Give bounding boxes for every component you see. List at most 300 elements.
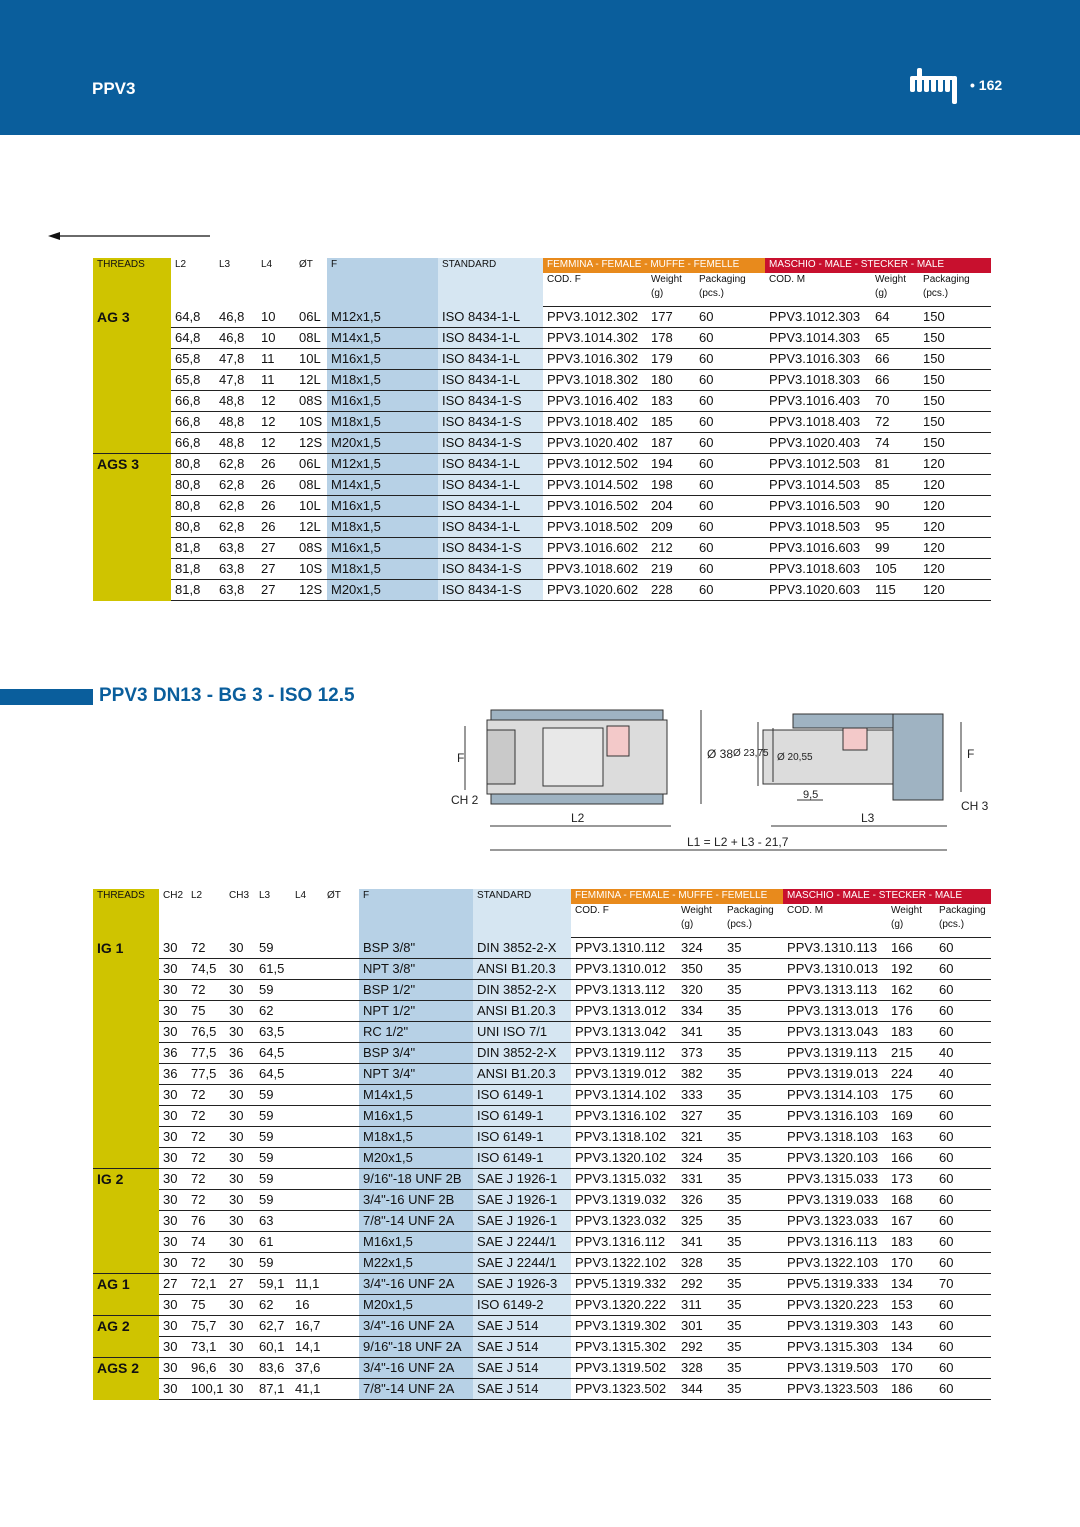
table-cell: 12L xyxy=(295,370,327,391)
standard-cell: SAE J 514 xyxy=(473,1379,571,1400)
table-cell: 35 xyxy=(723,938,783,959)
table-row xyxy=(93,1022,991,1043)
drawing-label-d2375: Ø 23,75 xyxy=(733,748,769,759)
table-cell: 76,5 xyxy=(187,1022,225,1043)
threads-cell: AGS 2 xyxy=(93,1358,159,1379)
standard-cell: ISO 8434-1-S xyxy=(438,538,543,559)
table-cell: 72,1 xyxy=(187,1274,225,1295)
table-cell: 59 xyxy=(255,980,291,1001)
table-cell xyxy=(291,1085,323,1106)
table-cell: PPV3.1313.013 xyxy=(783,1001,887,1022)
table-cell xyxy=(291,1190,323,1211)
table-cell: PPV3.1016.502 xyxy=(543,496,647,517)
table-cell: 177 xyxy=(647,307,695,328)
table-cell: 35 xyxy=(723,1043,783,1064)
table-cell: 62,8 xyxy=(215,454,257,475)
table-cell: PPV3.1020.402 xyxy=(543,433,647,454)
table-cell: 72 xyxy=(187,1085,225,1106)
table-cell: 30 xyxy=(225,1358,255,1379)
table-cell: 150 xyxy=(919,307,991,328)
table-cell: PPV3.1319.303 xyxy=(783,1316,887,1337)
header-l3: L3 xyxy=(219,259,231,270)
table-cell: 72 xyxy=(187,1127,225,1148)
drawing-formula: L1 = L2 + L3 - 21,7 xyxy=(687,835,789,849)
header-packaging-f: Packaging (pcs.) xyxy=(695,273,765,307)
table-cell: 62,7 xyxy=(255,1316,291,1337)
f-cell: RC 1/2" xyxy=(359,1022,473,1043)
table-cell: 62,8 xyxy=(215,496,257,517)
table-row xyxy=(93,349,991,370)
table-cell: 183 xyxy=(647,391,695,412)
f-cell: M12x1,5 xyxy=(327,307,438,328)
table-row xyxy=(93,1085,991,1106)
f-cell: M16x1,5 xyxy=(327,496,438,517)
f-cell: M18x1,5 xyxy=(327,370,438,391)
table-cell: PPV3.1016.503 xyxy=(765,496,871,517)
table-cell: 120 xyxy=(919,454,991,475)
table-row xyxy=(93,1316,991,1337)
table-cell: 63,5 xyxy=(255,1022,291,1043)
standard-cell: ISO 8434-1-L xyxy=(438,454,543,475)
header-f: F xyxy=(327,258,438,307)
table-cell: 80,8 xyxy=(171,496,215,517)
table-cell: 120 xyxy=(919,559,991,580)
header-cod-m: COD. M xyxy=(783,904,887,938)
header-l4: L4 xyxy=(261,259,273,270)
table-cell: 87,1 xyxy=(255,1379,291,1400)
header-weight-f: Weight (g) xyxy=(647,273,695,307)
threads-cell xyxy=(93,1379,159,1400)
table-cell: 06L xyxy=(295,454,327,475)
table-cell xyxy=(291,1001,323,1022)
table-cell: 30 xyxy=(159,1232,187,1253)
table-cell: PPV3.1012.302 xyxy=(543,307,647,328)
f-cell: 9/16"-18 UNF 2B xyxy=(359,1169,473,1190)
table-cell: 35 xyxy=(723,1169,783,1190)
table-cell: 27 xyxy=(257,538,295,559)
table-cell: 325 xyxy=(677,1211,723,1232)
f-cell: M20x1,5 xyxy=(359,1148,473,1169)
table-cell: 301 xyxy=(677,1316,723,1337)
table-cell: PPV3.1020.403 xyxy=(765,433,871,454)
table-cell: 30 xyxy=(225,1253,255,1274)
table-cell: 35 xyxy=(723,1274,783,1295)
table-cell: 35 xyxy=(723,1295,783,1316)
table-cell: 120 xyxy=(919,517,991,538)
table-cell: 48,8 xyxy=(215,412,257,433)
table-cell: 63 xyxy=(255,1211,291,1232)
table-cell: 11 xyxy=(257,370,295,391)
table-cell: 35 xyxy=(723,1148,783,1169)
table-cell: 30 xyxy=(159,1211,187,1232)
table-cell: 60 xyxy=(935,980,991,1001)
table-row xyxy=(93,1211,991,1232)
table-cell: 30 xyxy=(225,1085,255,1106)
table-cell: 228 xyxy=(647,580,695,601)
table-cell: PPV3.1012.503 xyxy=(765,454,871,475)
threads-cell xyxy=(93,1232,159,1253)
header-standard: STANDARD xyxy=(438,258,543,307)
table-cell: 183 xyxy=(887,1022,935,1043)
table-cell: PPV3.1018.603 xyxy=(765,559,871,580)
table-cell: 120 xyxy=(919,496,991,517)
standard-cell: SAE J 514 xyxy=(473,1358,571,1379)
table-cell xyxy=(291,1253,323,1274)
table-cell: 30 xyxy=(159,1316,187,1337)
table-cell: 30 xyxy=(159,980,187,1001)
table-cell: 35 xyxy=(723,959,783,980)
table-cell: 115 xyxy=(871,580,919,601)
table-cell: 72 xyxy=(187,980,225,1001)
standard-cell: ISO 8434-1-L xyxy=(438,475,543,496)
table-row xyxy=(93,517,991,538)
f-cell: M18x1,5 xyxy=(327,412,438,433)
table-cell: 47,8 xyxy=(215,349,257,370)
table-cell: 30 xyxy=(225,1211,255,1232)
table-cell xyxy=(291,1043,323,1064)
table-cell: 331 xyxy=(677,1169,723,1190)
table-cell xyxy=(323,1232,359,1253)
table-cell: 35 xyxy=(723,1253,783,1274)
f-cell: NPT 3/4" xyxy=(359,1064,473,1085)
table-cell: 30 xyxy=(159,1337,187,1358)
table-cell: 60 xyxy=(935,938,991,959)
table-cell: 60 xyxy=(935,1106,991,1127)
coupling-technical-drawing xyxy=(443,700,993,860)
table-cell: PPV3.1016.603 xyxy=(765,538,871,559)
table-cell: 134 xyxy=(887,1274,935,1295)
table-cell xyxy=(323,1316,359,1337)
header-ch2: CH2 xyxy=(163,890,184,901)
table-cell: 292 xyxy=(677,1274,723,1295)
table-cell: 35 xyxy=(723,1106,783,1127)
table-cell: 382 xyxy=(677,1064,723,1085)
table-cell: 40 xyxy=(935,1043,991,1064)
table-cell: PPV3.1314.103 xyxy=(783,1085,887,1106)
table-cell: 35 xyxy=(723,1001,783,1022)
table-row xyxy=(93,412,991,433)
table-cell: 62 xyxy=(255,1295,291,1316)
threads-cell xyxy=(93,1211,159,1232)
table-cell: 324 xyxy=(677,938,723,959)
table-cell: PPV3.1315.033 xyxy=(783,1169,887,1190)
table-cell: 328 xyxy=(677,1358,723,1379)
header-cod-m: COD. M xyxy=(765,273,871,307)
table-cell: 27 xyxy=(159,1274,187,1295)
table-cell: PPV3.1313.112 xyxy=(571,980,677,1001)
f-cell: M18x1,5 xyxy=(327,517,438,538)
standard-cell: SAE J 2244/1 xyxy=(473,1253,571,1274)
table-cell: 60 xyxy=(935,1295,991,1316)
table-cell: 185 xyxy=(647,412,695,433)
table-cell: 30 xyxy=(159,1253,187,1274)
table-cell: 12L xyxy=(295,517,327,538)
table-cell xyxy=(323,1043,359,1064)
table-cell: 35 xyxy=(723,1211,783,1232)
table-cell: PPV3.1320.223 xyxy=(783,1295,887,1316)
table-row xyxy=(93,580,991,601)
threads-cell: IG 2 xyxy=(93,1169,159,1190)
table-cell: 166 xyxy=(887,1148,935,1169)
table-cell: PPV3.1319.112 xyxy=(571,1043,677,1064)
header-weight-m: Weight (g) xyxy=(887,904,935,938)
table-cell: 11,1 xyxy=(291,1274,323,1295)
table-cell: 212 xyxy=(647,538,695,559)
table-cell xyxy=(323,1379,359,1400)
threads-cell xyxy=(93,1001,159,1022)
f-cell: M12x1,5 xyxy=(327,454,438,475)
spec-table-ppv3-dn13-body xyxy=(93,938,991,1400)
table-cell: PPV3.1014.302 xyxy=(543,328,647,349)
table-cell: 170 xyxy=(887,1358,935,1379)
threads-cell xyxy=(93,328,171,349)
table-cell: 60 xyxy=(695,580,765,601)
table-cell: 59 xyxy=(255,1106,291,1127)
drawing-label-l3: L3 xyxy=(861,811,875,825)
table-cell: 60 xyxy=(935,1085,991,1106)
table-cell: PPV3.1012.502 xyxy=(543,454,647,475)
f-cell: NPT 3/8" xyxy=(359,959,473,980)
spec-table-ppv3-dn13 xyxy=(93,889,991,1400)
table-cell: 215 xyxy=(887,1043,935,1064)
table-cell: 74 xyxy=(871,433,919,454)
threads-cell xyxy=(93,496,171,517)
table-cell: 72 xyxy=(187,1253,225,1274)
table-cell: 150 xyxy=(919,412,991,433)
table-cell xyxy=(291,1169,323,1190)
table-cell: 150 xyxy=(919,349,991,370)
table-cell: 64,8 xyxy=(171,307,215,328)
header-ch3: CH3 xyxy=(229,890,250,901)
table-row xyxy=(93,307,991,328)
section-marker xyxy=(0,689,93,705)
table-cell: 334 xyxy=(677,1001,723,1022)
table-cell: 150 xyxy=(919,433,991,454)
table-cell: PPV3.1315.303 xyxy=(783,1337,887,1358)
table-row xyxy=(93,475,991,496)
table-cell: 81,8 xyxy=(171,559,215,580)
table-cell: 198 xyxy=(647,475,695,496)
brand-logo-icon xyxy=(908,64,964,108)
table-cell: 321 xyxy=(677,1127,723,1148)
table-cell: 60 xyxy=(695,433,765,454)
table-cell: 30 xyxy=(225,1148,255,1169)
table-cell: 63,8 xyxy=(215,538,257,559)
f-cell: M14x1,5 xyxy=(327,475,438,496)
table-row xyxy=(93,433,991,454)
table-cell: 60 xyxy=(935,1022,991,1043)
table-cell xyxy=(323,1064,359,1085)
table-cell: 27 xyxy=(257,559,295,580)
standard-cell: ANSI B1.20.3 xyxy=(473,1064,571,1085)
threads-cell xyxy=(93,1190,159,1211)
table-cell: 30 xyxy=(159,959,187,980)
table-cell: 30 xyxy=(225,1022,255,1043)
table-cell: 99 xyxy=(871,538,919,559)
drawing-label-f-right: F xyxy=(967,747,975,761)
threads-cell xyxy=(93,349,171,370)
threads-cell xyxy=(93,433,171,454)
table-cell: 10S xyxy=(295,559,327,580)
table-cell: 150 xyxy=(919,328,991,349)
f-cell: M14x1,5 xyxy=(327,328,438,349)
table-cell xyxy=(291,1148,323,1169)
table-cell: 60 xyxy=(935,1211,991,1232)
table-cell: 60 xyxy=(695,538,765,559)
table-cell: PPV3.1320.222 xyxy=(571,1295,677,1316)
table-cell: 59 xyxy=(255,938,291,959)
table-cell: PPV3.1314.102 xyxy=(571,1085,677,1106)
table-cell: 72 xyxy=(871,412,919,433)
table-cell: 77,5 xyxy=(187,1043,225,1064)
table-cell: 320 xyxy=(677,980,723,1001)
table-cell: 35 xyxy=(723,1190,783,1211)
table-cell: 183 xyxy=(887,1232,935,1253)
table-cell: PPV3.1319.013 xyxy=(783,1064,887,1085)
table-cell: 48,8 xyxy=(215,433,257,454)
table-cell: 95 xyxy=(871,517,919,538)
table-cell: 48,8 xyxy=(215,391,257,412)
table-cell: 35 xyxy=(723,1379,783,1400)
table-cell: 80,8 xyxy=(171,475,215,496)
table-cell: 204 xyxy=(647,496,695,517)
table-cell: 169 xyxy=(887,1106,935,1127)
table-cell: 10L xyxy=(295,349,327,370)
table-cell: 75 xyxy=(187,1001,225,1022)
table-cell: PPV3.1323.033 xyxy=(783,1211,887,1232)
table-cell xyxy=(323,1169,359,1190)
table-cell: PPV3.1016.602 xyxy=(543,538,647,559)
table-cell: 60 xyxy=(935,1337,991,1358)
table-cell: PPV3.1313.043 xyxy=(783,1022,887,1043)
f-cell: 7/8"-14 UNF 2A xyxy=(359,1211,473,1232)
table-cell xyxy=(323,1295,359,1316)
threads-cell xyxy=(93,580,171,601)
table-row xyxy=(93,1043,991,1064)
table-cell: 35 xyxy=(723,1085,783,1106)
table-cell: 60 xyxy=(935,1358,991,1379)
table-cell: 12 xyxy=(257,412,295,433)
spec-table-ppv3-body xyxy=(93,307,991,601)
table-cell: 59,1 xyxy=(255,1274,291,1295)
table-cell xyxy=(323,1106,359,1127)
table-cell: 10 xyxy=(257,307,295,328)
threads-cell: AG 3 xyxy=(93,307,171,328)
f-cell: M20x1,5 xyxy=(359,1295,473,1316)
table-cell: PPV3.1020.603 xyxy=(765,580,871,601)
table-cell: 60 xyxy=(935,1253,991,1274)
table-cell: 324 xyxy=(677,1148,723,1169)
table-cell: PPV3.1018.303 xyxy=(765,370,871,391)
table-cell: PPV3.1318.103 xyxy=(783,1127,887,1148)
table-cell: 26 xyxy=(257,454,295,475)
standard-cell: SAE J 2244/1 xyxy=(473,1232,571,1253)
table-cell: 60 xyxy=(695,412,765,433)
table-cell: 30 xyxy=(225,1127,255,1148)
table-row xyxy=(93,391,991,412)
table-cell: 187 xyxy=(647,433,695,454)
threads-cell: AG 2 xyxy=(93,1316,159,1337)
threads-cell xyxy=(93,1064,159,1085)
table-cell: PPV3.1018.503 xyxy=(765,517,871,538)
drawing-label-d2055: Ø 20,55 xyxy=(777,752,813,763)
threads-cell: IG 1 xyxy=(93,938,159,959)
f-cell: BSP 1/2" xyxy=(359,980,473,1001)
table-cell: 08L xyxy=(295,475,327,496)
f-cell: 3/4"-16 UNF 2A xyxy=(359,1274,473,1295)
header-male: MASCHIO - MALE - STECKER - MALE xyxy=(765,258,991,273)
table-cell: 30 xyxy=(159,1379,187,1400)
table-cell: 100,1 xyxy=(187,1379,225,1400)
table-cell: 120 xyxy=(919,538,991,559)
header-l3: L3 xyxy=(259,890,271,901)
table-cell xyxy=(291,980,323,1001)
table-cell: PPV3.1018.402 xyxy=(543,412,647,433)
f-cell: 3/4"-16 UNF 2A xyxy=(359,1358,473,1379)
threads-cell xyxy=(93,959,159,980)
section-title: PPV3 DN13 - BG 3 - ISO 12.5 xyxy=(99,685,355,706)
table-cell: 80,8 xyxy=(171,454,215,475)
f-cell: M16x1,5 xyxy=(359,1106,473,1127)
table-cell: 27 xyxy=(225,1274,255,1295)
table-cell xyxy=(323,1253,359,1274)
table-cell: 08S xyxy=(295,538,327,559)
table-cell: 153 xyxy=(887,1295,935,1316)
threads-cell xyxy=(93,1253,159,1274)
standard-cell: ISO 6149-1 xyxy=(473,1148,571,1169)
table-cell: 72 xyxy=(187,1148,225,1169)
table-cell: PPV3.1318.102 xyxy=(571,1127,677,1148)
threads-cell xyxy=(93,559,171,580)
standard-cell: ISO 6149-1 xyxy=(473,1127,571,1148)
table-cell: 61 xyxy=(255,1232,291,1253)
threads-cell xyxy=(93,1106,159,1127)
threads-cell: AGS 3 xyxy=(93,454,171,475)
header-weight-m: Weight (g) xyxy=(871,273,919,307)
table-cell: 30 xyxy=(225,1295,255,1316)
table-cell: PPV3.1012.303 xyxy=(765,307,871,328)
threads-cell xyxy=(93,517,171,538)
table-row xyxy=(93,1253,991,1274)
threads-cell xyxy=(93,1022,159,1043)
page-number: • 162 xyxy=(970,77,1003,93)
table-cell: 180 xyxy=(647,370,695,391)
table-cell: 70 xyxy=(871,391,919,412)
table-cell: PPV5.1319.333 xyxy=(783,1274,887,1295)
threads-cell xyxy=(93,1127,159,1148)
table-cell: 341 xyxy=(677,1022,723,1043)
table-cell: 194 xyxy=(647,454,695,475)
table-cell: 168 xyxy=(887,1190,935,1211)
table-row xyxy=(93,328,991,349)
standard-cell: ISO 8434-1-S xyxy=(438,412,543,433)
table-cell: 30 xyxy=(159,1001,187,1022)
table-cell: 81,8 xyxy=(171,580,215,601)
threads-cell xyxy=(93,1148,159,1169)
table-cell: PPV3.1316.103 xyxy=(783,1106,887,1127)
table-cell: 16,7 xyxy=(291,1316,323,1337)
table-cell: 08S xyxy=(295,391,327,412)
header-threads: THREADS xyxy=(93,889,159,938)
table-row xyxy=(93,1001,991,1022)
table-cell: 350 xyxy=(677,959,723,980)
table-cell xyxy=(323,1127,359,1148)
drawing-label-f-left: F xyxy=(457,751,465,765)
header-male: MASCHIO - MALE - STECKER - MALE xyxy=(783,889,991,904)
table-cell: 30 xyxy=(159,1295,187,1316)
table-cell: 30 xyxy=(225,1190,255,1211)
table-cell: 12S xyxy=(295,433,327,454)
